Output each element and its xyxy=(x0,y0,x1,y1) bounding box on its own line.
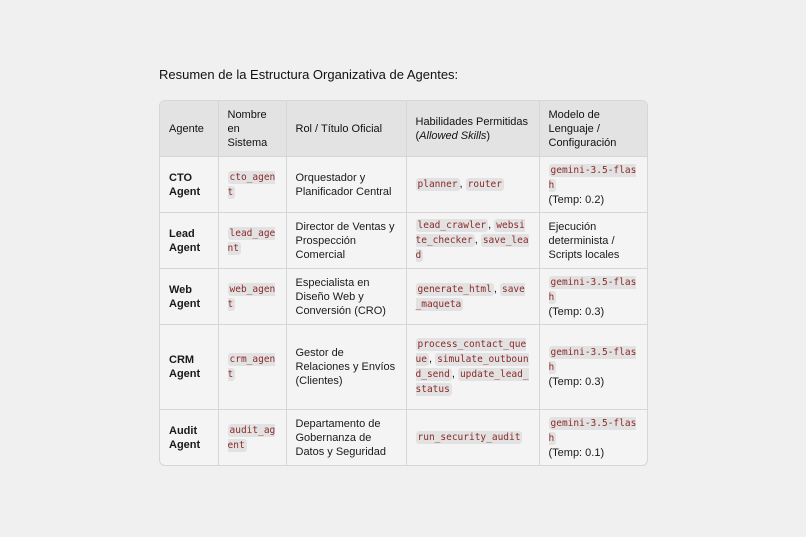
system-name-cell xyxy=(218,325,286,410)
role-cell: Orquestador y Planificador Central xyxy=(286,157,406,213)
skills-cell: generate_html , save_maqueta xyxy=(406,269,539,325)
skills-cell: process_contact_queue , simulate_outbound_send , update_lead_status xyxy=(406,325,539,410)
model-code: gemini-3.5-flash xyxy=(548,417,637,444)
model-code: gemini-3.5-flash xyxy=(548,347,637,373)
model-cell xyxy=(539,325,647,410)
skill-code: update_lead_status xyxy=(415,369,529,395)
system-name-code: lead_agent xyxy=(227,227,276,254)
skills-cell: lead_crawler , website_checker , save_lead xyxy=(406,213,539,269)
table-row xyxy=(160,410,647,466)
skill-code: save_maqueta xyxy=(415,283,525,310)
header-modelo: Modelo de Lenguaje / Configuración xyxy=(539,101,647,157)
system-name-cell xyxy=(218,410,286,466)
role-cell: Departamento de Gobernanza de Datos y Seguridad xyxy=(286,410,406,466)
skill-code: process_contact_queue xyxy=(415,339,527,365)
section-heading: Resumen de la Estructura Organizativa de Agentes: xyxy=(159,67,459,82)
system-name-code: web_agent xyxy=(227,283,276,310)
header-habilidades xyxy=(406,101,539,157)
table-row xyxy=(160,157,647,213)
model-cell xyxy=(539,269,647,325)
system-name-code: crm_agent xyxy=(227,354,276,380)
model-text: (Temp: 0.3) xyxy=(548,305,605,318)
header-habilidades-suffix: ) xyxy=(486,129,491,142)
agents-table xyxy=(160,101,647,465)
agents-table-container xyxy=(159,100,648,466)
table-header-row xyxy=(160,101,647,157)
agent-name: CTO Agent xyxy=(160,157,218,213)
skill-code: generate_html xyxy=(417,283,492,295)
role-cell: Especialista en Diseño Web y Conversión (CRO) xyxy=(286,269,406,325)
system-name-cell xyxy=(218,157,286,213)
role-cell: Director de Ventas y Prospección Comercial xyxy=(286,213,406,269)
system-name-code: cto_agent xyxy=(227,171,276,198)
model-cell xyxy=(539,157,647,213)
skill-code: router xyxy=(467,179,502,190)
header-nombre: Nombre en Sistema xyxy=(218,101,286,157)
skill-code: run_security_audit xyxy=(417,432,521,443)
header-habilidades-prefix: Habilidades Permitidas ( xyxy=(415,115,528,142)
skill-code: website_checker xyxy=(415,220,525,246)
model-text: (Temp: 0.1) xyxy=(548,446,605,459)
agent-name: Audit Agent xyxy=(160,410,218,466)
skill-code: lead_crawler xyxy=(417,220,487,231)
header-habilidades-italic: Allowed Skills xyxy=(419,129,487,142)
system-name-cell xyxy=(218,213,286,269)
system-name-code: audit_agent xyxy=(227,424,276,451)
role-cell: Gestor de Relaciones y Envíos (Clientes) xyxy=(286,325,406,410)
model-code: gemini-3.5-flash xyxy=(548,164,637,191)
skill-code: planner xyxy=(417,179,458,190)
model-cell xyxy=(539,213,647,269)
agent-name: Web Agent xyxy=(160,269,218,325)
model-text: (Temp: 0.2) xyxy=(548,193,605,206)
skills-cell: planner , router xyxy=(406,157,539,213)
header-rol: Rol / Título Oficial xyxy=(286,101,406,157)
model-code: gemini-3.5-flash xyxy=(548,276,637,303)
agent-name: Lead Agent xyxy=(160,213,218,269)
system-name-cell xyxy=(218,269,286,325)
model-text: (Temp: 0.3) xyxy=(548,376,605,388)
agent-name: CRM Agent xyxy=(160,325,218,410)
model-cell xyxy=(539,410,647,466)
skill-code: save_lead xyxy=(415,235,529,261)
header-agente: Agente xyxy=(160,101,218,157)
table-row xyxy=(160,325,647,410)
skills-cell xyxy=(406,410,539,466)
table-row xyxy=(160,213,647,269)
skill-code: simulate_outbound_send xyxy=(415,354,529,380)
model-text: Ejecución determinista / Scripts locales xyxy=(548,220,620,261)
table-row xyxy=(160,269,647,325)
